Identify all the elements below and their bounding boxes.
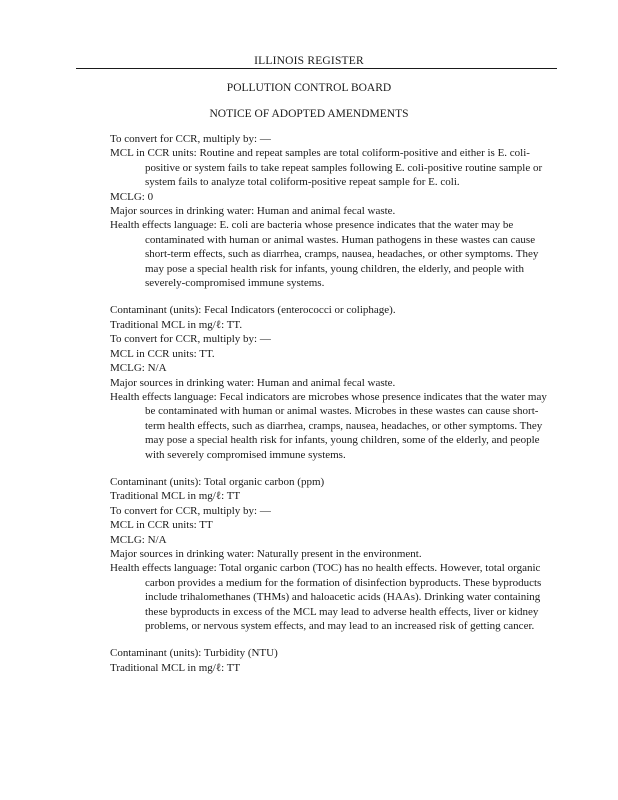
mclg-line: MCLG: N/A bbox=[110, 533, 167, 546]
traditional-mcl-line: Traditional MCL in mg/ℓ: TT bbox=[110, 490, 241, 503]
contaminant-block-ecoli bbox=[110, 132, 550, 290]
sources-line: Major sources in drinking water: Human and animal fecal waste. bbox=[110, 205, 396, 218]
register-header: ILLINOIS REGISTER bbox=[254, 55, 364, 67]
mcl-ccr-line: MCL in CCR units: Routine and repeat samples are total coliform-positive and either is E. coli-positive or system fails to take repeat samples following E. coli-positive routine sample or system fails to analyze total coliform-positive repeat sample for E. coli. bbox=[110, 147, 543, 189]
health-effects-line: Health effects language: E. coli are bacteria whose presence indicates that the water may be contaminated with human or animal wastes. Human pathogens in these wastes can cause short-term effects, such as diarrhea, cramps, nausea, headaches, or other symptoms. They may pose a special health risk for infants, young children, the elderly, and people with severely-compromised immune systems. bbox=[110, 219, 539, 290]
contaminant-block-fecal-indicators bbox=[110, 303, 550, 461]
convert-line: To convert for CCR, multiply by: — bbox=[110, 504, 271, 517]
mcl-ccr-line: MCL in CCR units: TT bbox=[110, 519, 213, 532]
sources-line: Major sources in drinking water: Human and animal fecal waste. bbox=[110, 376, 396, 389]
mclg-line: MCLG: 0 bbox=[110, 190, 154, 203]
sources-line: Major sources in drinking water: Naturally present in the environment. bbox=[110, 547, 422, 560]
header-rule bbox=[76, 68, 557, 69]
mcl-ccr-line: MCL in CCR units: TT. bbox=[110, 347, 215, 360]
convert-line: To convert for CCR, multiply by: — bbox=[110, 333, 271, 346]
contaminant-block-turbidity bbox=[110, 646, 550, 675]
traditional-mcl-line: Traditional MCL in mg/ℓ: TT bbox=[110, 661, 241, 674]
health-effects-line: Health effects language: Total organic carbon (TOC) has no health effects. However, total organic carbon provides a medium for the formation of disinfection byproducts. These byproducts include trihalomethanes (THMs) and haloacetic acids (HAAs). Drinking water containing these byproducts in excess of the MCL may lead to adverse health effects, liver or kidney problems, or nervous system effects, and may lead to an increased risk of getting cancer. bbox=[110, 562, 542, 632]
health-effects-line: Health effects language: Fecal indicators are microbes whose presence indicates that the water may be contaminated with human or animal wastes. Microbes in these wastes can cause short-term health effects, such as diarrhea, cramps, nausea, headaches, or other symptoms. They may pose a special health risk for infants, young children, some of the elderly, and people with severely compromised immune systems. bbox=[110, 390, 547, 461]
contaminant-block-toc bbox=[110, 475, 550, 633]
board-title: POLLUTION CONTROL BOARD bbox=[226, 82, 392, 94]
convert-line: To convert for CCR, multiply by: — bbox=[110, 133, 271, 145]
contaminant-line: Contaminant (units): Turbidity (NTU) bbox=[110, 647, 278, 660]
contaminant-line: Contaminant (units): Fecal Indicators (enterococci or coliphage). bbox=[110, 304, 396, 317]
contaminant-line: Contaminant (units): Total organic carbon (ppm) bbox=[110, 475, 325, 488]
notice-title: NOTICE OF ADOPTED AMENDMENTS bbox=[209, 108, 409, 120]
traditional-mcl-line: Traditional MCL in mg/ℓ: TT. bbox=[110, 318, 243, 331]
mclg-line: MCLG: N/A bbox=[110, 362, 167, 375]
document-body bbox=[110, 132, 550, 675]
